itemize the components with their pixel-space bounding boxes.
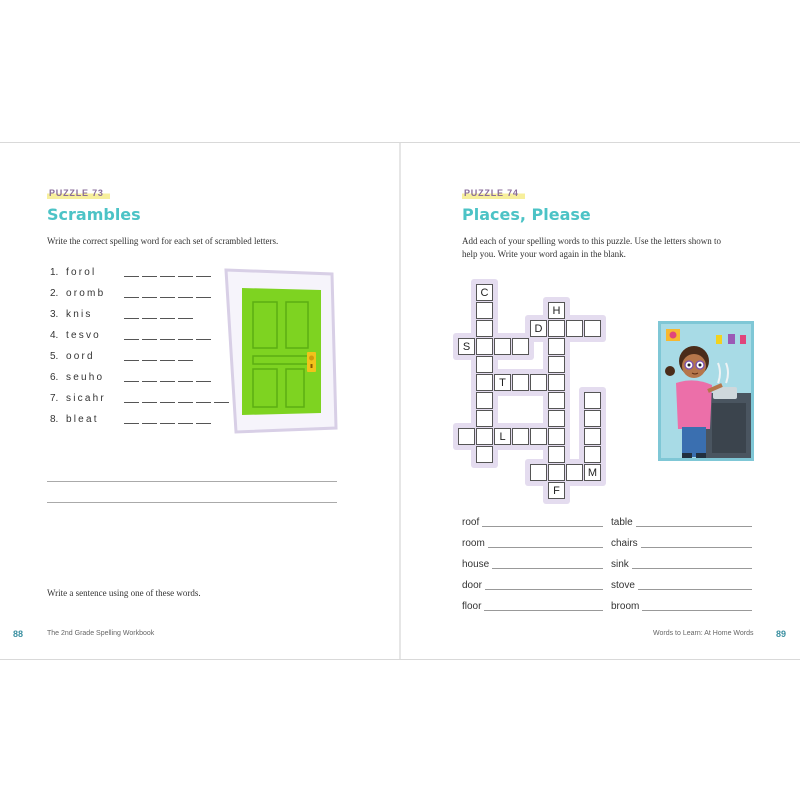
letter-blank[interactable]	[178, 339, 193, 340]
letter-blank[interactable]	[178, 381, 193, 382]
letter-blank[interactable]	[196, 339, 211, 340]
girl-cooking-illustration	[658, 321, 754, 461]
answer-line[interactable]	[642, 610, 752, 611]
answer-line[interactable]	[492, 568, 603, 569]
answer-line[interactable]	[641, 547, 752, 548]
crossword-cell[interactable]	[512, 338, 529, 355]
letter-blank[interactable]	[142, 423, 157, 424]
crossword-cell[interactable]	[548, 446, 565, 463]
crossword-cell[interactable]	[476, 302, 493, 319]
scramble-item	[50, 307, 193, 321]
crossword-cell[interactable]: F	[548, 482, 565, 499]
crossword-cell[interactable]: L	[494, 428, 511, 445]
scramble-number: 7.	[50, 392, 59, 404]
answer-blanks[interactable]	[124, 267, 211, 277]
spelling-word: broom	[611, 601, 640, 612]
crossword-cell[interactable]	[584, 320, 601, 337]
crossword-cell[interactable]	[476, 338, 493, 355]
crossword-cell[interactable]	[548, 428, 565, 445]
crossword-cell[interactable]	[476, 446, 493, 463]
letter-blank[interactable]	[160, 423, 175, 424]
page-footer: Words to Learn: At Home Words	[653, 630, 754, 637]
answer-line[interactable]	[484, 610, 603, 611]
scramble-number: 2.	[50, 287, 59, 299]
crossword-cell[interactable]	[476, 410, 493, 427]
spelling-word: table	[611, 517, 633, 528]
crossword-cell[interactable]	[548, 374, 565, 391]
crossword-cell[interactable]: H	[548, 302, 565, 319]
instruction-text	[462, 235, 721, 261]
letter-blank[interactable]	[160, 339, 175, 340]
word-entry	[611, 580, 752, 591]
crossword-cell[interactable]	[584, 446, 601, 463]
letter-blank[interactable]	[124, 318, 139, 319]
crossword-cell[interactable]	[548, 338, 565, 355]
word-entry	[462, 601, 603, 612]
letter-blank[interactable]	[178, 318, 193, 319]
letter-blank[interactable]	[142, 360, 157, 361]
letter-blank[interactable]	[178, 297, 193, 298]
scramble-number: 8.	[50, 413, 59, 425]
scramble-number: 4.	[50, 329, 59, 341]
spelling-word: house	[462, 559, 490, 570]
crossword-cell[interactable]	[584, 428, 601, 445]
letter-blank[interactable]	[142, 381, 157, 382]
left-page	[0, 143, 399, 659]
crossword-cell[interactable]	[530, 464, 547, 481]
letter-blank[interactable]	[124, 402, 139, 403]
scramble-item	[50, 328, 211, 342]
crossword-cell[interactable]	[548, 410, 565, 427]
scrambled-letters: knis	[66, 308, 93, 320]
spelling-word: stove	[611, 580, 635, 591]
scrambled-letters: forol	[66, 266, 97, 278]
letter-blank[interactable]	[196, 276, 211, 277]
crossword-cell[interactable]	[494, 338, 511, 355]
crossword-cell[interactable]: C	[476, 284, 493, 301]
letter-blank[interactable]	[142, 402, 157, 403]
page-number: 89	[776, 629, 787, 639]
crossword-cell[interactable]	[548, 356, 565, 373]
answer-line[interactable]	[632, 568, 752, 569]
scrambled-letters: oromb	[66, 287, 106, 299]
letter-blank[interactable]	[196, 297, 211, 298]
page-number: 88	[13, 629, 24, 639]
answer-blanks[interactable]	[124, 351, 193, 361]
sentence-prompt: Write a sentence using one of these words.	[47, 588, 201, 598]
crossword-cell[interactable]: M	[584, 464, 601, 481]
letter-blank[interactable]	[160, 360, 175, 361]
crossword-cell[interactable]	[458, 428, 475, 445]
scramble-item	[50, 370, 211, 384]
puzzle-title: Scrambles	[47, 205, 141, 224]
answer-line[interactable]	[488, 547, 603, 548]
door-illustration	[222, 266, 340, 434]
page-footer: The 2nd Grade Spelling Workbook	[47, 630, 155, 637]
scrambled-letters: bleat	[66, 413, 99, 425]
letter-blank[interactable]	[124, 381, 139, 382]
crossword-cell[interactable]	[548, 320, 565, 337]
word-entry	[462, 517, 603, 528]
letter-blank[interactable]	[160, 276, 175, 277]
letter-blank[interactable]	[160, 297, 175, 298]
instruction-text: Write the correct spelling word for each set of scrambled letters.	[47, 236, 279, 246]
spelling-word: room	[462, 538, 485, 549]
answer-blanks[interactable]	[124, 288, 211, 298]
letter-blank[interactable]	[178, 402, 193, 403]
instruction-line: Add each of your spelling words to this puzzle. Use the letters shown to	[462, 236, 721, 246]
letter-blank[interactable]	[178, 423, 193, 424]
letter-blank[interactable]	[196, 402, 211, 403]
word-entry	[611, 601, 752, 612]
crossword-cell[interactable]: S	[458, 338, 475, 355]
answer-line[interactable]	[638, 589, 752, 590]
spelling-word: chairs	[611, 538, 638, 549]
crossword-cell[interactable]	[530, 374, 547, 391]
crossword-cell[interactable]	[548, 392, 565, 409]
scramble-number: 1.	[50, 266, 59, 278]
letter-blank[interactable]	[196, 423, 211, 424]
letter-blank[interactable]	[124, 276, 139, 277]
crossword-cell[interactable]	[584, 392, 601, 409]
answer-blanks[interactable]	[124, 309, 193, 319]
word-entry	[462, 538, 603, 549]
letter-blank[interactable]	[142, 297, 157, 298]
answer-line[interactable]	[485, 589, 603, 590]
crossword-cell[interactable]: D	[530, 320, 547, 337]
scramble-number: 3.	[50, 308, 59, 320]
spelling-word: floor	[462, 601, 482, 612]
crossword-cell[interactable]	[548, 464, 565, 481]
word-entry	[462, 580, 603, 591]
crossword-cell[interactable]	[530, 428, 547, 445]
letter-blank[interactable]	[196, 381, 211, 382]
scramble-item	[50, 349, 193, 363]
spelling-word: sink	[611, 559, 629, 570]
word-entry	[611, 559, 752, 570]
letter-blank[interactable]	[124, 423, 139, 424]
scramble-item	[50, 286, 211, 300]
crossword-cell[interactable]	[566, 320, 583, 337]
crossword-cell[interactable]	[566, 464, 583, 481]
scramble-item	[50, 391, 229, 405]
crossword-cell[interactable]	[476, 428, 493, 445]
letter-blank[interactable]	[142, 339, 157, 340]
scramble-number: 5.	[50, 350, 59, 362]
letter-blank[interactable]	[124, 339, 139, 340]
answer-line[interactable]	[482, 526, 603, 527]
letter-blank[interactable]	[160, 381, 175, 382]
puzzle-label: PUZZLE 73	[47, 187, 110, 199]
answer-line[interactable]	[636, 526, 752, 527]
answer-blanks[interactable]	[124, 414, 211, 424]
word-entry	[611, 517, 752, 528]
spelling-word: roof	[462, 517, 480, 528]
answer-blanks[interactable]	[124, 393, 229, 403]
letter-blank[interactable]	[160, 402, 175, 403]
scrambled-letters: seuho	[66, 371, 105, 383]
answer-blanks[interactable]	[124, 372, 211, 382]
word-entry	[611, 538, 752, 549]
crossword-cell[interactable]	[512, 428, 529, 445]
writing-line-1[interactable]	[47, 481, 337, 482]
letter-blank[interactable]	[124, 297, 139, 298]
letter-blank[interactable]	[124, 360, 139, 361]
letter-blank[interactable]	[142, 318, 157, 319]
crossword-cell[interactable]	[476, 356, 493, 373]
scrambled-letters: tesvo	[66, 329, 101, 341]
letter-blank[interactable]	[160, 318, 175, 319]
answer-blanks[interactable]	[124, 330, 211, 340]
crossword-cell[interactable]	[476, 374, 493, 391]
writing-line-2[interactable]	[47, 502, 337, 503]
scrambled-letters: oord	[66, 350, 95, 362]
instruction-line: help you. Write your word again in the blank.	[462, 249, 626, 259]
letter-blank[interactable]	[142, 276, 157, 277]
puzzle-label: PUZZLE 74	[462, 187, 525, 199]
scramble-item	[50, 265, 211, 279]
word-entry	[462, 559, 603, 570]
crossword-cell[interactable]	[512, 374, 529, 391]
scrambled-letters: sicahr	[66, 392, 106, 404]
spelling-word: door	[462, 580, 483, 591]
puzzle-title: Places, Please	[462, 205, 591, 224]
crossword-cell[interactable]	[584, 410, 601, 427]
crossword-cell[interactable]: T	[494, 374, 511, 391]
crossword-cell[interactable]	[476, 392, 493, 409]
letter-blank[interactable]	[178, 276, 193, 277]
letter-blank[interactable]	[178, 360, 193, 361]
crossword-cell[interactable]	[476, 320, 493, 337]
scramble-number: 6.	[50, 371, 59, 383]
scramble-item	[50, 412, 211, 426]
